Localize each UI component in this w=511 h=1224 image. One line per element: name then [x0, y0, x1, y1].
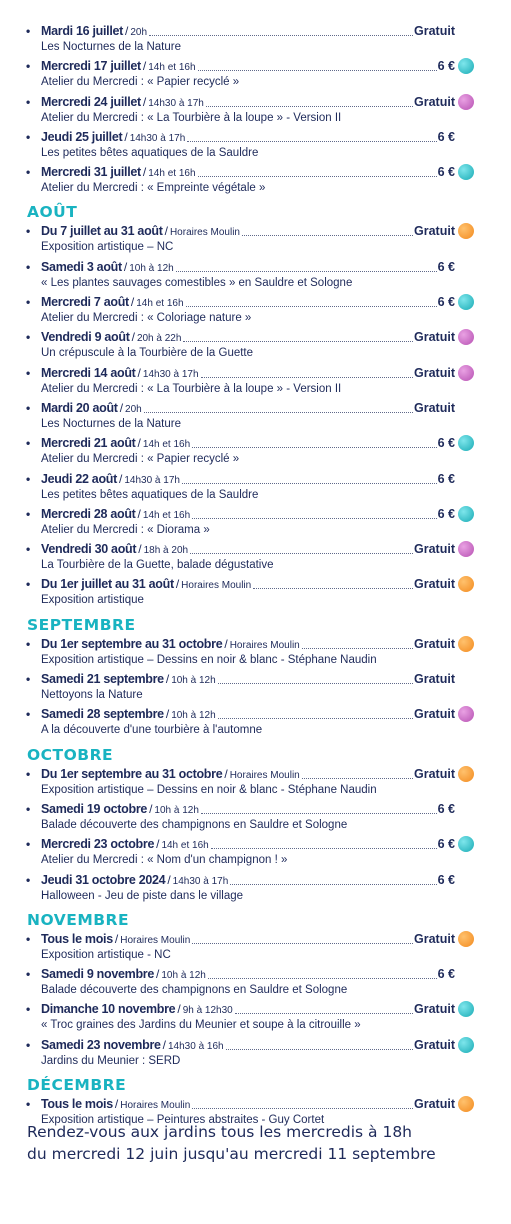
event-price: 6 € — [437, 801, 455, 816]
bullet-icon: • — [26, 259, 31, 274]
bullet-icon: • — [26, 837, 31, 852]
teal-category-dot-icon — [458, 506, 474, 522]
event-item — [0, 540, 511, 575]
separator: / — [175, 577, 180, 592]
event-date: Jeudi 22 août — [41, 471, 117, 486]
teal-category-dot-icon — [458, 58, 474, 74]
event-header-line — [41, 470, 455, 488]
event-item — [0, 635, 511, 670]
event-price: Gratuit — [414, 707, 455, 722]
event-time: 14h et 16h — [136, 298, 184, 310]
bullet-icon: • — [26, 872, 31, 887]
event-item — [0, 258, 511, 293]
bullet-icon: • — [26, 365, 31, 380]
leader-dots — [192, 942, 413, 944]
event-header-line — [41, 293, 455, 311]
event-date: Jeudi 25 juillet — [41, 129, 123, 144]
event-date: Samedi 21 septembre — [41, 672, 164, 687]
orange-category-dot-icon — [458, 1096, 474, 1112]
event-item — [0, 835, 511, 870]
event-time: 14h30 à 17h — [172, 875, 229, 887]
event-date: Jeudi 31 octobre 2024 — [41, 872, 166, 887]
event-time: Horaires Moulin — [120, 934, 191, 946]
event-time: 20h — [125, 403, 142, 415]
event-description: Exposition artistique – Dessins en noir & blanc - Stéphane Naudin — [41, 653, 377, 666]
event-price: 6 € — [437, 165, 455, 180]
event-description: A la découverte d'une tourbière à l'automne — [41, 724, 263, 737]
leader-dots — [302, 777, 413, 779]
event-description: Exposition artistique – Dessins en noir & blanc - Stéphane Naudin — [41, 783, 377, 796]
separator: / — [138, 542, 142, 557]
separator: / — [131, 330, 135, 345]
event-time: 14h et 16h — [161, 840, 209, 852]
event-item — [0, 470, 511, 505]
event-item — [0, 163, 511, 198]
leader-dots — [206, 105, 413, 107]
event-header-line — [41, 22, 455, 40]
event-header-line — [41, 835, 455, 853]
event-date: Mercredi 31 juillet — [41, 165, 141, 180]
footer-note — [27, 1121, 436, 1165]
event-date: Vendredi 30 août — [41, 542, 137, 557]
event-price: 6 € — [437, 471, 455, 486]
event-time: 14h30 à 17h — [129, 132, 186, 144]
event-price: Gratuit — [414, 94, 455, 109]
event-description: Exposition artistique - NC — [41, 948, 171, 961]
event-date: Samedi 28 septembre — [41, 707, 164, 722]
event-description: Nettoyons la Nature — [41, 689, 143, 702]
event-header-line — [41, 505, 455, 523]
bullet-icon: • — [26, 1037, 31, 1052]
event-description: Un crépuscule à la Tourbière de la Guette — [41, 347, 254, 360]
separator: / — [123, 259, 128, 274]
leader-dots — [183, 340, 413, 342]
month-heading: SEPTEMBRE — [27, 615, 136, 634]
event-price: 6 € — [437, 967, 455, 982]
separator: / — [167, 872, 171, 887]
event-time: 14h30 à 17h — [148, 97, 204, 109]
event-item — [0, 364, 511, 399]
event-time: 14h et 16h — [142, 509, 191, 521]
event-date: Samedi 9 novembre — [41, 967, 155, 982]
separator: / — [165, 707, 170, 722]
event-price: 6 € — [437, 837, 455, 852]
event-price: 6 € — [437, 59, 455, 74]
event-description: Exposition artistique – NC — [41, 241, 174, 254]
teal-category-dot-icon — [458, 1001, 474, 1017]
event-item — [0, 22, 511, 57]
event-header-line — [41, 575, 455, 593]
leader-dots — [192, 517, 436, 519]
event-item — [0, 800, 511, 835]
separator: / — [177, 1002, 181, 1017]
leader-dots — [149, 34, 413, 36]
bullet-icon: • — [26, 967, 31, 982]
event-description: Exposition artistique — [41, 594, 144, 607]
event-date: Samedi 19 octobre — [41, 801, 148, 816]
separator: / — [124, 129, 128, 144]
separator: / — [137, 436, 141, 451]
event-header-line — [41, 871, 455, 889]
event-description: Halloween - Jeu de piste dans le village — [41, 889, 244, 902]
event-item — [0, 705, 511, 740]
event-header-line — [41, 670, 455, 688]
event-header-line — [41, 1000, 455, 1018]
event-price: 6 € — [437, 506, 455, 521]
leader-dots — [218, 717, 413, 719]
bullet-icon: • — [26, 801, 31, 816]
leader-dots — [242, 234, 413, 236]
event-price: Gratuit — [414, 24, 455, 38]
event-price: Gratuit — [414, 224, 455, 239]
event-header-line — [41, 1036, 455, 1054]
bullet-icon: • — [26, 577, 31, 592]
month-heading: DÉCEMBRE — [27, 1076, 127, 1095]
event-description: La Tourbière de la Guette, balade dégustative — [41, 559, 274, 572]
event-price: Gratuit — [414, 330, 455, 345]
leader-dots — [182, 482, 437, 484]
event-header-line — [41, 128, 455, 146]
event-time: 10h à 12h — [154, 804, 199, 816]
event-price: Gratuit — [414, 766, 455, 781]
bullet-icon: • — [26, 1097, 31, 1112]
event-price: 6 € — [437, 129, 455, 144]
event-time: 10h à 12h — [171, 675, 216, 687]
separator: / — [142, 59, 147, 74]
event-price: Gratuit — [414, 542, 455, 557]
event-item — [0, 128, 511, 163]
leader-dots — [302, 647, 413, 649]
event-item — [0, 505, 511, 540]
teal-category-dot-icon — [458, 435, 474, 451]
event-price: Gratuit — [414, 672, 455, 687]
leader-dots — [218, 682, 413, 684]
bullet-icon: • — [26, 672, 31, 687]
bullet-icon: • — [26, 330, 31, 345]
event-price: 6 € — [437, 295, 455, 310]
leader-dots — [211, 847, 437, 849]
separator: / — [142, 165, 147, 180]
event-time: 14h30 à 17h — [142, 368, 199, 380]
leader-dots — [198, 69, 437, 71]
separator: / — [164, 224, 168, 239]
event-time: Horaires Moulin — [229, 769, 300, 781]
event-time: Horaires Moulin — [229, 639, 300, 651]
event-price: 6 € — [437, 872, 455, 887]
event-description: Atelier du Mercredi : « Papier recyclé » — [41, 76, 240, 89]
separator: / — [125, 24, 129, 38]
event-price: 6 € — [437, 259, 455, 274]
event-date: Mercredi 7 août — [41, 295, 129, 310]
event-time: 14h et 16h — [142, 439, 191, 451]
teal-category-dot-icon — [458, 1037, 474, 1053]
leader-dots — [192, 446, 436, 448]
separator: / — [224, 636, 228, 651]
event-time: 10h à 12h — [161, 970, 206, 982]
leader-dots — [201, 376, 414, 378]
bullet-icon: • — [26, 542, 31, 557]
separator: / — [224, 766, 228, 781]
event-header-line — [41, 1095, 455, 1113]
leader-dots — [201, 812, 437, 814]
event-description: Exposition artistique – Peintures abstraites - Guy Cortet — [41, 1114, 325, 1127]
event-description: Jardins du Meunier : SERD — [41, 1054, 181, 1067]
month-heading: AOÛT — [27, 203, 78, 222]
event-header-line — [41, 434, 455, 452]
separator: / — [165, 672, 170, 687]
footer-line-2: du mercredi 12 juin jusqu'au mercredi 11 septembre — [27, 1145, 436, 1163]
bullet-icon: • — [26, 471, 31, 486]
leader-dots — [192, 1107, 413, 1109]
event-time: 14h et 16h — [148, 168, 196, 180]
event-date: Mercredi 17 juillet — [41, 59, 141, 74]
event-description: Balade découverte des champignons en Sauldre et Sologne — [41, 984, 348, 997]
leader-dots — [187, 140, 436, 142]
pink-category-dot-icon — [458, 706, 474, 722]
event-description: Atelier du Mercredi : « Coloriage nature » — [41, 312, 252, 325]
event-description: Atelier du Mercredi : « Empreinte végétale » — [41, 182, 266, 195]
event-price: Gratuit — [414, 1097, 455, 1112]
event-date: Du 7 juillet au 31 août — [41, 224, 163, 239]
separator: / — [114, 1097, 119, 1112]
event-date: Du 1er juillet au 31 août — [41, 577, 174, 592]
event-date: Dimanche 10 novembre — [41, 1002, 176, 1017]
event-date: Mercredi 14 août — [41, 365, 136, 380]
event-price: Gratuit — [414, 365, 455, 380]
orange-category-dot-icon — [458, 636, 474, 652]
event-time: Horaires Moulin — [169, 227, 240, 239]
leader-dots — [208, 977, 437, 979]
event-header-line — [41, 57, 455, 75]
event-date: Mardi 20 août — [41, 400, 118, 415]
pink-category-dot-icon — [458, 541, 474, 557]
separator: / — [156, 837, 160, 852]
event-description: Atelier du Mercredi : « Nom d'un champignon ! » — [41, 854, 288, 867]
event-time: 10h à 12h — [129, 262, 174, 274]
bullet-icon: • — [26, 165, 31, 180]
event-date: Mercredi 28 août — [41, 506, 136, 521]
month-heading: NOVEMBRE — [27, 910, 130, 929]
event-time: 14h et 16h — [148, 62, 196, 74]
separator: / — [137, 365, 141, 380]
bullet-icon: • — [26, 1002, 31, 1017]
event-price: Gratuit — [414, 1037, 455, 1052]
event-date: Vendredi 9 août — [41, 330, 130, 345]
event-header-line — [41, 163, 455, 181]
event-list — [0, 22, 511, 1130]
event-header-line — [41, 635, 455, 653]
event-date: Tous le mois — [41, 1097, 113, 1112]
separator: / — [119, 400, 124, 415]
event-header-line — [41, 765, 455, 783]
event-date: Samedi 23 novembre — [41, 1037, 161, 1052]
orange-category-dot-icon — [458, 223, 474, 239]
teal-category-dot-icon — [458, 836, 474, 852]
event-date: Du 1er septembre au 31 octobre — [41, 636, 223, 651]
leader-dots — [144, 411, 413, 413]
event-time: 10h à 12h — [171, 710, 216, 722]
event-description: « Troc graines des Jardins du Meunier et soupe à la citrouille » — [41, 1019, 361, 1032]
event-time: Horaires Moulin — [120, 1100, 191, 1112]
event-description: Atelier du Mercredi : « Diorama » — [41, 523, 210, 536]
leader-dots — [226, 1048, 413, 1050]
leader-dots — [190, 552, 413, 554]
event-item — [0, 399, 511, 434]
event-price: 6 € — [437, 436, 455, 451]
event-header-line — [41, 258, 455, 276]
event-description: Les Nocturnes de la Nature — [41, 41, 181, 53]
event-time: 20h à 22h — [136, 333, 182, 345]
event-description: Les petites bêtes aquatiques de la Sauldre — [41, 146, 259, 159]
event-time: 9h à 12h30 — [182, 1005, 233, 1017]
event-header-line — [41, 399, 455, 417]
event-header-line — [41, 328, 455, 346]
event-price: Gratuit — [414, 577, 455, 592]
leader-dots — [198, 175, 437, 177]
leader-dots — [230, 883, 436, 885]
event-header-line — [41, 540, 455, 558]
event-item — [0, 965, 511, 1000]
event-time: 20h — [130, 27, 148, 38]
event-date: Mercredi 21 août — [41, 436, 136, 451]
event-item — [0, 293, 511, 328]
event-item — [0, 57, 511, 92]
bullet-icon: • — [26, 59, 31, 74]
bullet-icon: • — [26, 129, 31, 144]
event-item — [0, 222, 511, 257]
event-item — [0, 930, 511, 965]
event-description: Balade découverte des champignons en Sauldre et Sologne — [41, 818, 348, 831]
separator: / — [137, 506, 141, 521]
separator: / — [149, 801, 153, 816]
event-time: 14h30 à 16h — [168, 1040, 224, 1052]
pink-category-dot-icon — [458, 329, 474, 345]
event-time: 18h à 20h — [143, 545, 189, 557]
event-item — [0, 1000, 511, 1035]
bullet-icon: • — [26, 436, 31, 451]
event-item — [0, 328, 511, 363]
event-item — [0, 871, 511, 906]
event-time: 14h30 à 17h — [124, 474, 180, 486]
separator: / — [156, 967, 160, 982]
event-price: Gratuit — [414, 636, 455, 651]
event-header-line — [41, 705, 455, 723]
separator: / — [130, 295, 135, 310]
event-header-line — [41, 222, 455, 240]
bullet-icon: • — [26, 931, 31, 946]
event-price: Gratuit — [414, 931, 455, 946]
separator: / — [162, 1037, 166, 1052]
event-description: Atelier du Mercredi : « La Tourbière à la loupe » - Version II — [41, 111, 342, 124]
event-header-line — [41, 93, 455, 111]
pink-category-dot-icon — [458, 365, 474, 381]
leader-dots — [235, 1012, 413, 1014]
event-item — [0, 575, 511, 610]
event-item — [0, 765, 511, 800]
event-price: Gratuit — [414, 400, 455, 415]
bullet-icon: • — [26, 94, 31, 109]
orange-category-dot-icon — [458, 931, 474, 947]
bullet-icon: • — [26, 707, 31, 722]
bullet-icon: • — [26, 295, 31, 310]
orange-category-dot-icon — [458, 766, 474, 782]
event-date: Mercredi 24 juillet — [41, 94, 141, 109]
event-description: Atelier du Mercredi : « La Tourbière à la loupe » - Version II — [41, 382, 342, 395]
separator: / — [142, 94, 147, 109]
event-price: Gratuit — [414, 1002, 455, 1017]
separator: / — [114, 931, 119, 946]
event-header-line — [41, 965, 455, 983]
event-header-line — [41, 364, 455, 382]
bullet-icon: • — [26, 400, 31, 415]
bullet-icon: • — [26, 24, 31, 38]
pink-category-dot-icon — [458, 94, 474, 110]
month-heading: OCTOBRE — [27, 745, 114, 764]
bullet-icon: • — [26, 636, 31, 651]
event-date: Mardi 16 juillet — [41, 24, 124, 38]
event-description: Les petites bêtes aquatiques de la Sauldre — [41, 488, 259, 501]
leader-dots — [253, 587, 413, 589]
orange-category-dot-icon — [458, 576, 474, 592]
leader-dots — [186, 305, 437, 307]
teal-category-dot-icon — [458, 294, 474, 310]
event-header-line — [41, 930, 455, 948]
event-item — [0, 93, 511, 128]
event-description: Atelier du Mercredi : « Papier recyclé » — [41, 453, 240, 466]
event-date: Tous le mois — [41, 931, 113, 946]
event-date: Samedi 3 août — [41, 259, 122, 274]
event-description: « Les plantes sauvages comestibles » en Sauldre et Sologne — [41, 276, 353, 289]
bullet-icon: • — [26, 224, 31, 239]
event-item — [0, 1036, 511, 1071]
event-date: Du 1er septembre au 31 octobre — [41, 766, 223, 781]
bullet-icon: • — [26, 506, 31, 521]
teal-category-dot-icon — [458, 164, 474, 180]
event-description: Les Nocturnes de la Nature — [41, 417, 181, 430]
event-date: Mercredi 23 octobre — [41, 837, 155, 852]
event-item — [0, 670, 511, 705]
separator: / — [118, 471, 123, 486]
leader-dots — [176, 270, 437, 272]
event-item — [0, 434, 511, 469]
event-time: Horaires Moulin — [181, 580, 252, 592]
bullet-icon: • — [26, 766, 31, 781]
event-header-line — [41, 800, 455, 818]
footer-line-1: Rendez-vous aux jardins tous les mercredis à 18h — [27, 1123, 413, 1141]
